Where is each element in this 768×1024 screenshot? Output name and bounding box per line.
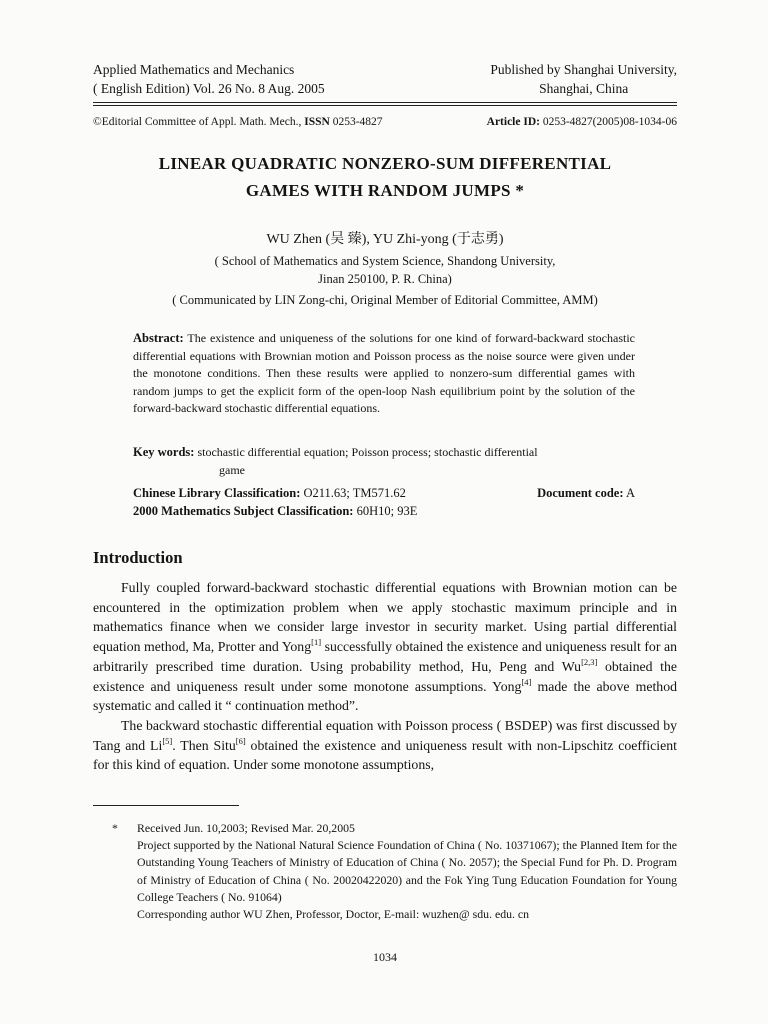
clc-value: O211.63; TM571.62 [303, 486, 406, 500]
doc-code-value: A [625, 486, 635, 500]
issn-label: ISSN [304, 116, 330, 128]
article-id-label: Article ID: [486, 116, 540, 128]
clc-label: Chinese Library Classification: [133, 486, 301, 500]
issn-value: 0253-4827 [332, 116, 383, 128]
title-line-1: LINEAR QUADRATIC NONZERO-SUM DIFFERENTIAL [158, 154, 612, 173]
publisher: Published by Shanghai University, [490, 62, 677, 77]
paper-title [93, 150, 677, 204]
communicated-by: ( Communicated by LIN Zong-chi, Original Member of Editorial Committee, AMM) [172, 293, 598, 307]
paragraph-text: Fully coupled forward-backward stochastic differential equations with Brownian motion can be encountered in the optimization problem when we apply stochastic maximum principle and in mathematics finance when we consider large investor in security market. Using partial differential equation method, Ma, Protter and Yong [93, 580, 677, 655]
abstract-text: The existence and uniqueness of the solutions for one kind of forward-backward stochastic differential equations with Brownian motion and Poisson process as the noise source were given under the monotone conditions. Then these results were applied to nonzero-sum differential games with random jumps to get the explicit form of the open-loop Nash equilibrium point by the solution of the forward-backward stochastic differential equations. [133, 331, 635, 415]
header-rule-top [93, 102, 677, 103]
paragraph-text: made the above method systematic and called it “ continuation method”. [93, 678, 677, 714]
received-dates: Received Jun. 10,2003; Revised Mar. 20,2005 [137, 821, 355, 835]
paragraph-text: obtained the existence and uniqueness result with non-Lipschitz coefficient for this kind of equation. Under some monotone assumptions, [93, 737, 677, 773]
funding-note: Project supported by the National Natural Science Foundation of China ( No. 10371067); the Planned Item for the Outstanding Young Teachers of Ministry of Education of China ( No. 2057); the Special Fund for Ph. D. Program of Ministry of Education of China ( No. 20020422020) and the Fok Ying Tung Education Foundation for Young College Teachers ( No. 91064) [137, 838, 677, 904]
citation: [5] [162, 735, 173, 746]
msc-value: 60H10; 93E [356, 504, 418, 518]
author-list: WU Zhen (吴 臻), YU Zhi-yong (于志勇) [266, 232, 504, 247]
keywords [133, 443, 635, 479]
citation: [4] [521, 676, 532, 687]
keywords-line-1: stochastic differential equation; Poisson process; stochastic differential [197, 445, 538, 459]
section-heading-introduction: Introduction [93, 548, 183, 567]
keywords-line-2: game [219, 463, 245, 477]
paragraph-text: The backward stochastic differential equation with Poisson process ( BSDEP) was first discussed by Tang and Li [93, 717, 677, 753]
title-line-2: GAMES WITH RANDOM JUMPS * [245, 181, 525, 200]
msc-label: 2000 Mathematics Subject Classification: [133, 504, 354, 518]
journal-name: Applied Mathematics and Mechanics [93, 62, 295, 77]
citation: [6] [235, 735, 246, 746]
footnote [112, 820, 677, 923]
paragraph-text: . Then Situ [172, 737, 236, 753]
page-number: 1034 [373, 950, 397, 964]
abstract-label: Abstract: [133, 331, 184, 345]
journal-edition: ( English Edition) Vol. 26 No. 8 Aug. 2005 [93, 81, 325, 96]
paragraph-text: successfully obtained the existence and uniqueness result for an arbitrarily prescribed time duration. Using probability method, Hu, Peng and Wu [93, 639, 677, 674]
corresponding-author: Corresponding author WU Zhen, Professor, Doctor, E-mail: wuzhen@ sdu. edu. cn [137, 907, 530, 922]
footnote-rule [93, 805, 239, 806]
paragraph-2 [93, 716, 677, 775]
paragraph-1 [93, 578, 677, 716]
citation: [2,3] [581, 656, 598, 667]
copyright-text: ©Editorial Committee of Appl. Math. Mech. [93, 116, 299, 128]
doc-code-label: Document code: [537, 486, 624, 500]
keywords-label: Key words: [133, 445, 195, 459]
paragraph-text: obtained the existence and uniqueness result under some monotone assumptions. Yong [93, 658, 677, 694]
publisher-location: Shanghai, China [539, 81, 629, 96]
header-rule-bottom [93, 105, 677, 106]
classification [133, 484, 635, 520]
abstract [133, 330, 635, 418]
affiliation-line-1: ( School of Mathematics and System Science, Shandong University, [214, 254, 556, 268]
citation: [1] [311, 637, 322, 648]
copyright-line: ©Editorial Committee of Appl. Math. Mech., ISSN 0253-4827 Article ID: 0253-4827(2005)08-1034-06 [93, 116, 677, 128]
footnote-marker: * [112, 821, 118, 835]
affiliation-line-2: Jinan 250100, P. R. China) [318, 272, 452, 286]
affiliation [93, 252, 677, 288]
introduction-body [93, 578, 677, 775]
article-id-value: 0253-4827(2005)08-1034-06 [542, 116, 677, 128]
